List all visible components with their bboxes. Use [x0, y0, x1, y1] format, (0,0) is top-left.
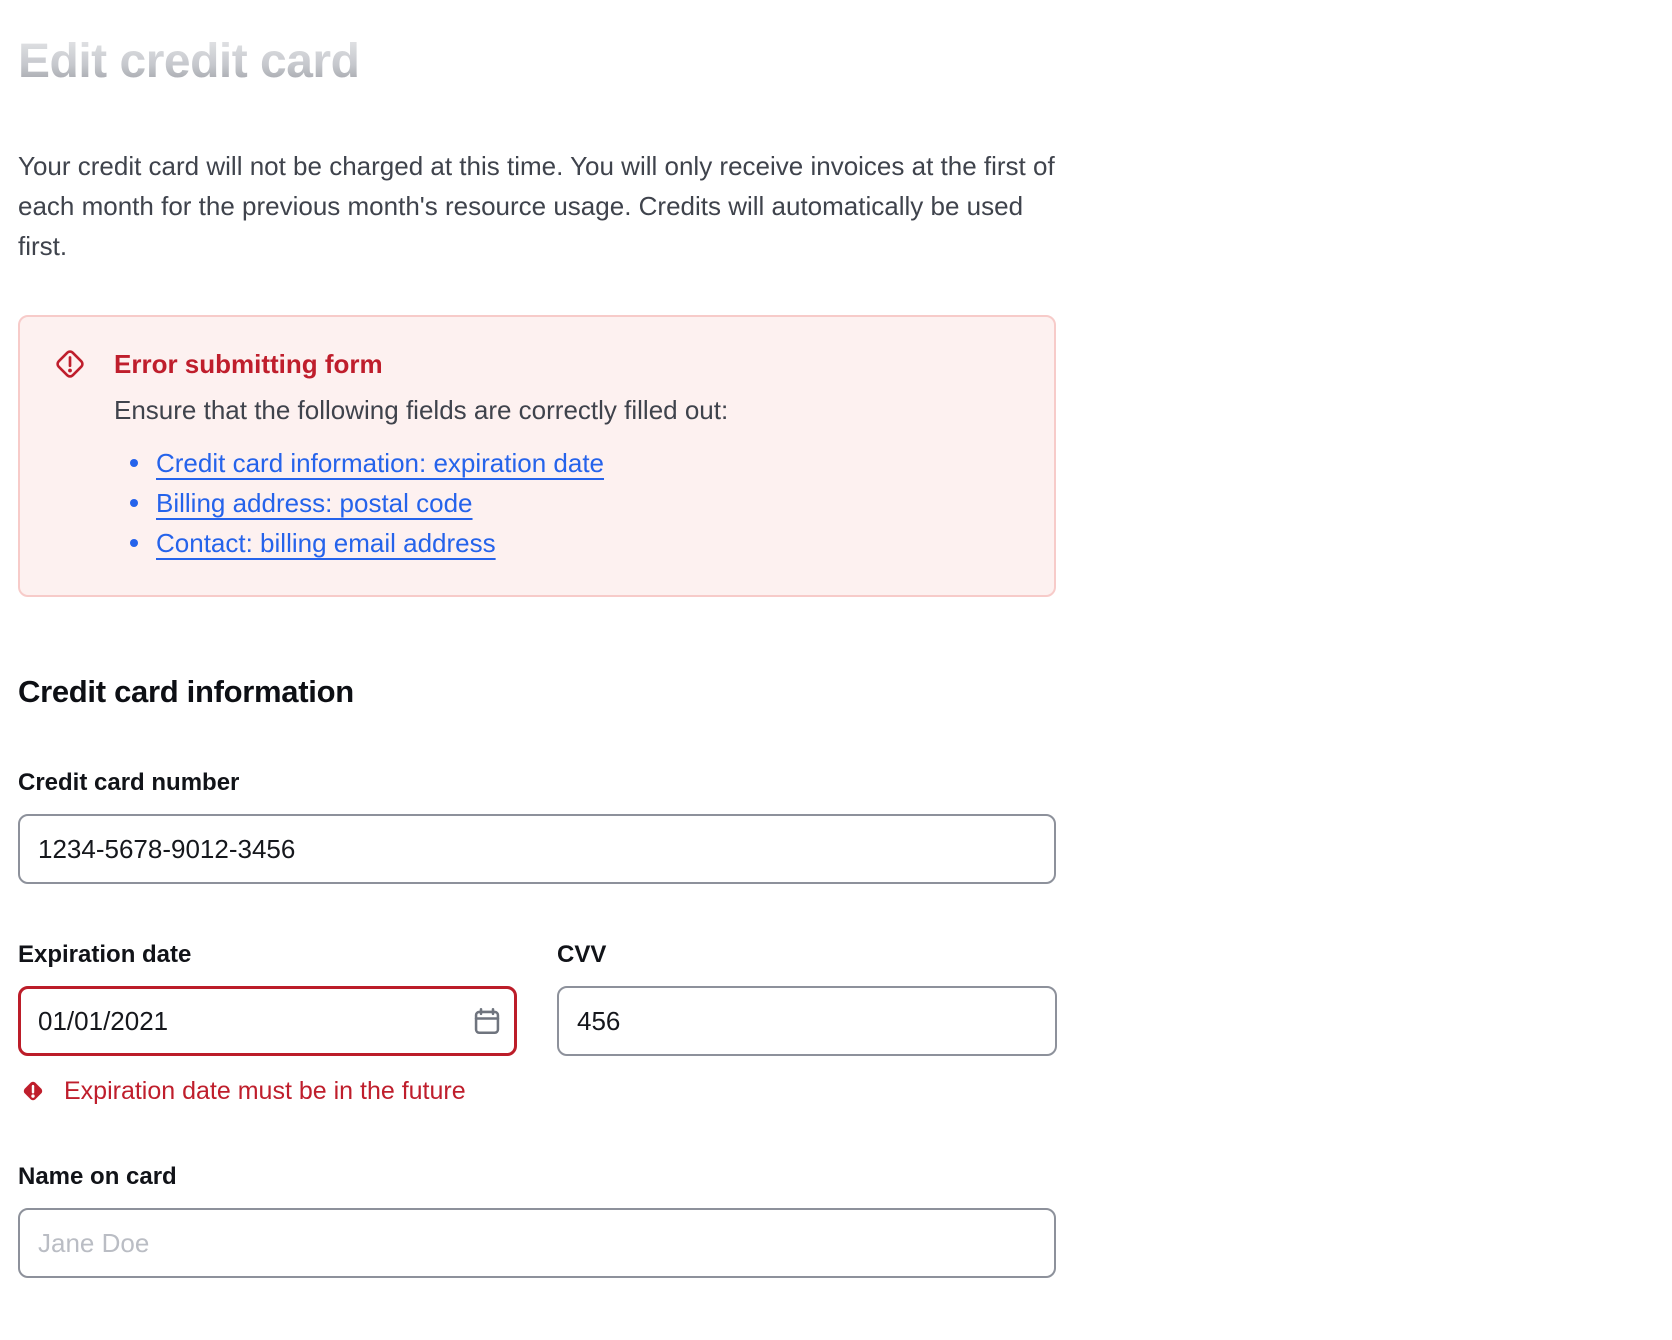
intro-text: Your credit card will not be charged at this time. You will only receive invoices at the first of each month for the previous month's resource usage. Credits will automatically be used first.: [18, 151, 1055, 261]
alert-diamond-icon: [52, 346, 88, 382]
section-heading-credit-card-information: Credit card information: [18, 674, 354, 709]
list-item: [114, 523, 728, 563]
error-link-postal-code[interactable]: Billing address: postal code: [156, 488, 473, 518]
alert-title: Error submitting form: [114, 349, 383, 379]
alert-body: [114, 347, 728, 563]
error-link-expiration-date[interactable]: Credit card information: expiration date: [156, 448, 605, 478]
list-item: [114, 483, 728, 523]
expiration-error-message: [18, 1076, 517, 1106]
edit-credit-card-page: [18, 34, 1058, 1278]
name-on-card-label: Name on card: [18, 1163, 177, 1190]
expiration-date-input[interactable]: [18, 986, 517, 1056]
expiration-field: [18, 940, 517, 1106]
error-alert-banner: [18, 315, 1056, 597]
error-link-billing-email[interactable]: Contact: billing email address: [156, 528, 496, 558]
cvv-input[interactable]: [557, 986, 1057, 1056]
cvv-field: [557, 940, 1057, 1106]
alert-subtitle: Ensure that the following fields are correctly filled out:: [114, 395, 729, 425]
expiration-date-label: Expiration date: [18, 941, 192, 968]
page-title: Edit credit card: [18, 35, 360, 88]
name-on-card-input[interactable]: [18, 1208, 1056, 1278]
expiration-error-text: Expiration date must be in the future: [64, 1077, 466, 1105]
alert-error-list: [114, 443, 728, 563]
calendar-icon[interactable]: [471, 1005, 503, 1037]
card-number-label: Credit card number: [18, 769, 240, 796]
list-item: [114, 443, 728, 483]
error-diamond-icon: [18, 1076, 48, 1106]
card-number-input[interactable]: [18, 814, 1056, 884]
expiration-cvv-row: [18, 940, 1058, 1106]
cvv-label: CVV: [557, 941, 607, 968]
